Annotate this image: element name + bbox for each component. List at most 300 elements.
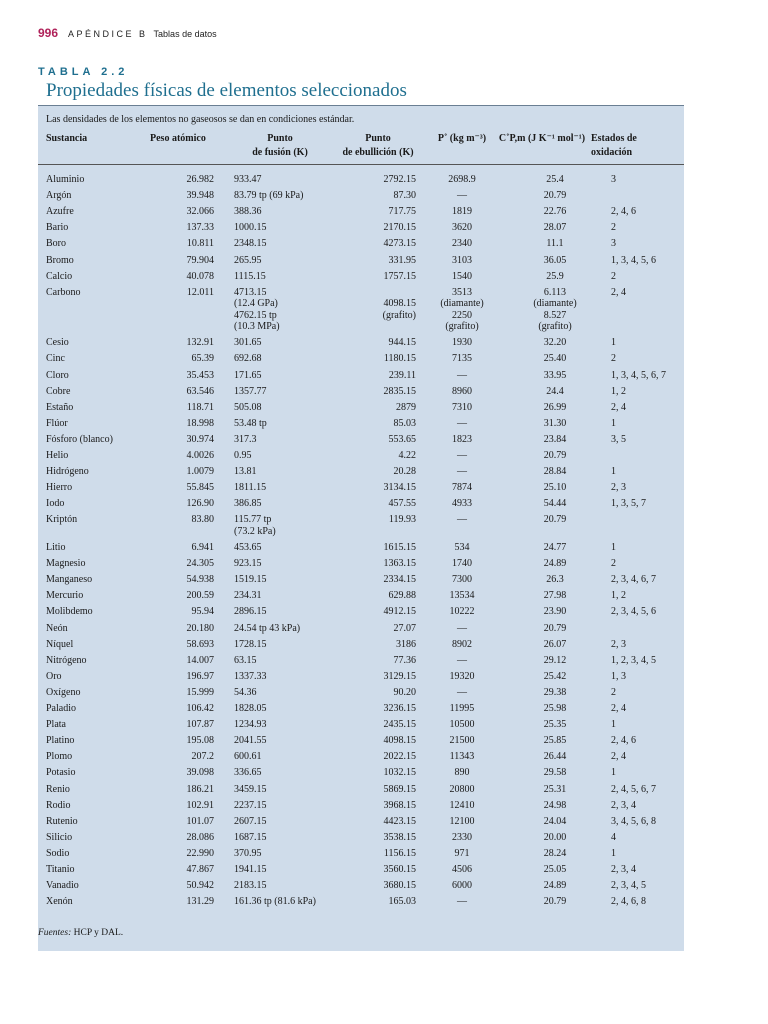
cell-density-line: — — [457, 450, 467, 461]
cell-substance: Nitrógeno — [46, 654, 87, 666]
cell-melting-point-line: 1357.77 — [234, 385, 267, 397]
cell-oxidation-states: 2 — [611, 353, 616, 365]
cell-substance: Molibdemo — [46, 606, 93, 618]
cell-melting-point — [234, 238, 267, 250]
cell-heat-capacity — [500, 687, 610, 699]
header-melt — [240, 132, 320, 160]
cell-boiling-point-line: 331.95 — [388, 254, 416, 266]
cell-density-line: — — [457, 654, 467, 666]
cell-boiling-point-line: 457.55 — [388, 498, 416, 510]
cell-density-line: 4506 — [452, 864, 472, 875]
cell-substance: Rutenio — [46, 815, 78, 827]
cell-boiling-point-line: 3968.15 — [383, 799, 416, 811]
cell-boiling-point — [328, 735, 416, 747]
cell-density — [416, 542, 508, 554]
cell-density — [416, 719, 508, 731]
cell-atomic-weight: 79.904 — [186, 254, 214, 266]
table-row — [38, 800, 684, 812]
cell-melting-point — [234, 671, 267, 683]
table-title: Propiedades físicas de elementos seleccionados — [46, 80, 407, 101]
cell-atomic-weight: 47.867 — [186, 864, 214, 875]
cell-melting-point — [234, 222, 267, 234]
table-row — [38, 370, 684, 382]
cell-atomic-weight: 107.87 — [186, 719, 214, 731]
cell-oxidation-states: 1, 2 — [611, 590, 626, 602]
cell-substance: Litio — [46, 542, 66, 553]
cell-heat-capacity — [500, 880, 610, 892]
cell-atomic-weight: 24.305 — [186, 558, 214, 570]
cell-oxidation-states: 2 — [611, 686, 616, 698]
cell-heat-capacity-line: 28.07 — [543, 222, 567, 234]
cell-atomic-weight: 15.999 — [186, 686, 214, 698]
cell-substance: Paladio — [46, 703, 76, 714]
cell-heat-capacity — [500, 784, 610, 796]
cell-density-line: (diamante) — [440, 298, 484, 310]
cell-heat-capacity-line: 29.38 — [543, 686, 567, 698]
header-oxidation — [591, 132, 637, 160]
cell-density — [416, 287, 508, 333]
cell-density-line: 8960 — [452, 385, 472, 397]
cell-density-line: 1740 — [452, 558, 472, 570]
cell-melting-point — [234, 542, 262, 554]
cell-melting-point — [234, 190, 303, 202]
cell-heat-capacity-line: 20.79 — [543, 450, 567, 461]
cell-melting-point-line: 13.81 — [234, 466, 257, 478]
cell-density-line: 534 — [454, 542, 470, 553]
cell-atomic-weight: 196.97 — [186, 670, 214, 682]
cell-atomic-weight: 50.942 — [186, 880, 214, 892]
table-row — [38, 896, 684, 908]
cell-heat-capacity — [500, 671, 610, 683]
cell-atomic-weight: 20.180 — [186, 622, 214, 634]
cell-substance: Oro — [46, 670, 62, 682]
cell-heat-capacity — [500, 190, 610, 202]
cell-density — [416, 687, 508, 699]
cell-melting-point-line: 1115.15 — [234, 270, 266, 282]
table-row — [38, 751, 684, 763]
cell-heat-capacity-line: 23.84 — [543, 433, 567, 445]
cell-atomic-weight: 186.21 — [186, 783, 214, 795]
cell-density-line: 12410 — [449, 799, 475, 811]
cell-atomic-weight: 12.011 — [186, 286, 214, 298]
cell-density — [416, 800, 508, 812]
table-row — [38, 832, 684, 844]
cell-melting-point — [234, 832, 267, 844]
cell-oxidation-states: 1, 3, 4, 5, 6, 7 — [611, 369, 666, 381]
cell-atomic-weight: 4.0026 — [186, 450, 214, 461]
cell-heat-capacity-line: 26.99 — [543, 401, 567, 413]
cell-heat-capacity-line: 54.44 — [543, 498, 567, 510]
cell-boiling-point-line: 2334.15 — [383, 574, 416, 586]
sources-label: Fuentes: — [38, 928, 72, 938]
cell-substance: Carbono — [46, 286, 81, 298]
cell-melting-point — [234, 719, 267, 731]
cell-boiling-point-line: 2879 — [396, 401, 416, 413]
cell-density — [416, 816, 508, 828]
cell-boiling-point-line: 4098.15 — [383, 298, 416, 310]
cell-atomic-weight: 137.33 — [186, 222, 214, 234]
cell-heat-capacity-line: 25.35 — [543, 719, 567, 731]
cell-boiling-point — [328, 574, 416, 586]
cell-substance: Platino — [46, 735, 75, 747]
cell-oxidation-states: 1, 3, 4, 5, 6 — [611, 254, 656, 266]
cell-heat-capacity — [500, 832, 610, 844]
cell-density — [416, 174, 508, 186]
table-row — [38, 864, 684, 876]
cell-melting-point-line: 53.48 tp — [234, 417, 267, 429]
cell-boiling-point-line: 90.20 — [393, 686, 416, 698]
cell-boiling-point-line: 3134.15 — [383, 482, 416, 494]
cell-heat-capacity — [500, 735, 610, 747]
cell-substance: Sodio — [46, 847, 70, 859]
cell-melting-point — [234, 655, 257, 667]
cell-substance: Xenón — [46, 896, 73, 908]
appendix-label: APÉNDICE B — [68, 29, 148, 39]
cell-density — [416, 703, 508, 715]
cell-melting-point-line: 370.95 — [234, 847, 262, 859]
cell-melting-point-line: 234.31 — [234, 590, 262, 602]
cell-atomic-weight: 6.941 — [191, 542, 214, 553]
cell-density — [416, 337, 508, 349]
cell-density-line: 7135 — [452, 353, 472, 365]
cell-heat-capacity-line: 25.9 — [546, 270, 564, 282]
cell-oxidation-states: 1 — [611, 847, 616, 859]
cell-density — [416, 222, 508, 234]
cell-heat-capacity — [500, 174, 610, 186]
cell-melting-point — [234, 337, 262, 349]
cell-oxidation-states: 2 — [611, 222, 616, 234]
cell-density-line: — — [457, 514, 467, 526]
cell-density-line: 21500 — [449, 735, 475, 747]
cell-substance: Estaño — [46, 401, 74, 413]
cell-density — [416, 434, 508, 446]
cell-density — [416, 848, 508, 860]
cell-boiling-point-line: 3538.15 — [383, 831, 416, 843]
cell-oxidation-states: 2, 3, 4, 5 — [611, 880, 646, 892]
cell-atomic-weight: 132.91 — [186, 337, 214, 349]
cell-boiling-point-line: 3129.15 — [383, 670, 416, 682]
cell-density — [416, 482, 508, 494]
cell-boiling-point — [328, 206, 416, 218]
cell-melting-point — [234, 418, 267, 430]
cell-density — [416, 238, 508, 250]
cell-boiling-point — [328, 623, 416, 635]
cell-melting-point — [234, 751, 262, 763]
cell-density-line: — — [457, 686, 467, 698]
cell-boiling-point-line: 1615.15 — [383, 542, 416, 553]
cell-density — [416, 880, 508, 892]
cell-melting-point — [234, 590, 262, 602]
cell-boiling-point-line: 2022.15 — [383, 751, 416, 763]
cell-melting-point-line: 4713.15 — [234, 286, 267, 298]
cell-oxidation-states: 2, 3 — [611, 482, 626, 494]
cell-atomic-weight: 106.42 — [186, 703, 214, 714]
cell-heat-capacity-line: 24.89 — [543, 558, 567, 570]
cell-oxidation-states: 1 — [611, 719, 616, 731]
cell-heat-capacity-line: 26.3 — [546, 574, 564, 586]
cell-atomic-weight: 58.693 — [186, 638, 214, 650]
cell-density-line: 13534 — [449, 590, 475, 602]
cell-boiling-point-line: 3236.15 — [383, 703, 416, 714]
cell-oxidation-states: 1 — [611, 417, 616, 429]
cell-substance: Cesio — [46, 337, 69, 349]
cell-atomic-weight: 200.59 — [186, 590, 214, 602]
cell-melting-point-line: 0.95 — [234, 450, 252, 461]
header-melt-line2: de fusión (K) — [252, 147, 308, 158]
cell-melting-point — [234, 450, 252, 462]
cell-boiling-point-line: 2792.15 — [383, 174, 416, 185]
cell-density-line: 7310 — [452, 401, 472, 413]
cell-heat-capacity — [500, 848, 610, 860]
cell-heat-capacity — [500, 450, 610, 462]
cell-melting-point-line: (10.3 MPa) — [234, 321, 280, 333]
cell-substance: Neón — [46, 622, 68, 634]
cell-substance: Cinc — [46, 353, 65, 365]
cell-density-line: 20800 — [449, 783, 475, 795]
cell-heat-capacity-line: 25.85 — [543, 735, 567, 747]
cell-oxidation-states: 2, 4, 5, 6, 7 — [611, 783, 656, 795]
cell-oxidation-states: 1, 2 — [611, 385, 626, 397]
cell-density-line: 11995 — [449, 703, 475, 714]
cell-heat-capacity-line: 6.113 — [543, 286, 567, 298]
cell-atomic-weight: 28.086 — [186, 831, 214, 843]
cell-atomic-weight: 18.998 — [186, 417, 214, 429]
cell-heat-capacity-line: 22.76 — [543, 206, 567, 218]
cell-atomic-weight: 30.974 — [186, 433, 214, 445]
cell-heat-capacity — [500, 418, 610, 430]
cell-oxidation-states: 1, 3, 5, 7 — [611, 498, 646, 510]
cell-boiling-point — [328, 542, 416, 554]
cell-heat-capacity — [500, 623, 610, 635]
cell-oxidation-states: 2, 3, 4 — [611, 799, 636, 811]
cell-substance: Calcio — [46, 270, 73, 282]
table-row — [38, 703, 684, 715]
cell-atomic-weight: 39.098 — [186, 767, 214, 779]
cell-heat-capacity — [500, 590, 610, 602]
cell-heat-capacity-line: 31.30 — [543, 417, 567, 429]
cell-boiling-point — [328, 703, 416, 715]
cell-substance: Cloro — [46, 369, 69, 381]
cell-melting-point-line: 1234.93 — [234, 719, 267, 731]
cell-melting-point — [234, 174, 262, 186]
cell-melting-point — [234, 880, 267, 892]
table-row — [38, 386, 684, 398]
cell-atomic-weight: 195.08 — [186, 735, 214, 747]
cell-melting-point-line: 692.68 — [234, 353, 262, 365]
cell-density-line: (grafito) — [445, 321, 479, 333]
cell-melting-point — [234, 498, 262, 510]
cell-heat-capacity-line: 27.98 — [543, 590, 567, 602]
cell-density-line: 8902 — [452, 638, 472, 650]
cell-melting-point-line: 2896.15 — [234, 606, 267, 618]
cell-melting-point-line: 54.36 — [234, 686, 257, 698]
cell-oxidation-states: 3 — [611, 174, 616, 185]
table-row — [38, 434, 684, 446]
cell-melting-point-line: 317.3 — [234, 433, 257, 445]
header-boil-line1: Punto — [365, 133, 391, 144]
cell-boiling-point-line: 4423.15 — [383, 815, 416, 827]
cell-melting-point — [234, 482, 266, 494]
cell-melting-point — [234, 896, 316, 908]
cell-atomic-weight: 1.0079 — [186, 466, 214, 478]
cell-density-line: — — [457, 466, 467, 478]
cell-oxidation-states: 1, 2, 3, 4, 5 — [611, 654, 656, 666]
cell-melting-point-line: 1941.15 — [234, 864, 267, 875]
cell-boiling-point — [328, 238, 416, 250]
cell-density — [416, 271, 508, 283]
table-row — [38, 558, 684, 570]
table-row — [38, 238, 684, 250]
cell-melting-point — [234, 848, 262, 860]
cell-density — [416, 784, 508, 796]
cell-melting-point-line: 453.65 — [234, 542, 262, 553]
cell-melting-point — [234, 386, 267, 398]
cell-oxidation-states: 4 — [611, 831, 616, 843]
cell-oxidation-states: 2, 4, 6 — [611, 735, 636, 747]
table-row — [38, 574, 684, 586]
cell-density — [416, 574, 508, 586]
cell-boiling-point-line: 4273.15 — [383, 238, 416, 250]
cell-melting-point-line: 2237.15 — [234, 799, 267, 811]
cell-heat-capacity — [500, 816, 610, 828]
cell-boiling-point-line: 4912.15 — [383, 606, 416, 618]
cell-melting-point — [234, 623, 300, 635]
cell-density-line: 4933 — [452, 498, 472, 510]
cell-melting-point-line: 1519.15 — [234, 574, 267, 586]
cell-density — [416, 418, 508, 430]
cell-boiling-point-line: 1180.15 — [383, 353, 416, 365]
cell-melting-point-line: 83.79 tp (69 kPa) — [234, 190, 304, 202]
cell-boiling-point-line: 27.07 — [393, 622, 416, 634]
cell-atomic-weight: 101.07 — [186, 815, 214, 827]
cell-heat-capacity — [500, 703, 610, 715]
cell-heat-capacity-line: 29.58 — [543, 767, 567, 779]
cell-boiling-point — [328, 337, 416, 349]
cell-atomic-weight: 39.948 — [186, 190, 214, 202]
cell-substance: Bario — [46, 222, 69, 234]
cell-oxidation-states: 2 — [611, 558, 616, 570]
cell-boiling-point — [328, 816, 416, 828]
cell-melting-point — [234, 206, 262, 218]
cell-melting-point — [234, 687, 257, 699]
table-row — [38, 671, 684, 683]
cell-heat-capacity-line: 33.95 — [543, 369, 567, 381]
cell-substance: Aluminio — [46, 174, 85, 185]
cell-boiling-point — [328, 287, 416, 322]
cell-boiling-point-line: 77.36 — [393, 654, 416, 666]
cell-boiling-point — [328, 482, 416, 494]
cell-boiling-point — [328, 590, 416, 602]
cell-density — [416, 450, 508, 462]
cell-heat-capacity — [500, 386, 610, 398]
table-row — [38, 880, 684, 892]
header-density: P˚ (kg m⁻³) — [437, 133, 487, 144]
cell-boiling-point — [328, 271, 416, 283]
cell-boiling-point-line: 3560.15 — [383, 864, 416, 875]
cell-melting-point — [234, 703, 267, 715]
cell-heat-capacity — [500, 337, 610, 349]
cell-heat-capacity — [500, 574, 610, 586]
cell-heat-capacity-line: 25.05 — [543, 864, 567, 875]
cell-atomic-weight: 14.007 — [186, 654, 214, 666]
cell-boiling-point-line: 5869.15 — [383, 783, 416, 795]
cell-melting-point — [234, 255, 262, 267]
cell-density — [416, 190, 508, 202]
cell-boiling-point-line: 629.88 — [388, 590, 416, 602]
cell-melting-point-line: 1000.15 — [234, 222, 267, 234]
cell-melting-point — [234, 370, 262, 382]
cell-atomic-weight: 118.71 — [186, 401, 214, 413]
table-row — [38, 590, 684, 602]
cell-heat-capacity-line: 20.79 — [543, 190, 567, 202]
cell-atomic-weight: 35.453 — [186, 369, 214, 381]
cell-density — [416, 514, 508, 526]
cell-density-line: 7300 — [452, 574, 472, 586]
table-row — [38, 767, 684, 779]
cell-boiling-point — [328, 832, 416, 844]
cell-heat-capacity-line: 25.98 — [543, 703, 567, 714]
cell-heat-capacity-line: 32.20 — [543, 337, 567, 349]
cell-boiling-point-line: 87.30 — [393, 190, 416, 202]
cell-atomic-weight: 65.39 — [191, 353, 214, 365]
cell-substance: Manganeso — [46, 574, 93, 586]
table-row — [38, 255, 684, 267]
cell-substance: Boro — [46, 238, 66, 250]
cell-atomic-weight: 40.078 — [186, 270, 214, 282]
cell-heat-capacity — [500, 434, 610, 446]
header-oxidation-line1: Estados de — [591, 133, 637, 144]
cell-density — [416, 498, 508, 510]
cell-density-line: — — [457, 622, 467, 634]
cell-melting-point-line: 2348.15 — [234, 238, 267, 250]
cell-melting-point-line: 24.54 tp 43 kPa) — [234, 622, 301, 634]
cell-boiling-point-line: 3680.15 — [383, 880, 416, 892]
table-row — [38, 735, 684, 747]
cell-melting-point — [234, 767, 262, 779]
cell-substance: Hierro — [46, 482, 73, 494]
cell-density-line: 971 — [454, 847, 470, 859]
cell-boiling-point — [328, 190, 416, 202]
cell-melting-point — [234, 466, 257, 478]
cell-boiling-point — [328, 386, 416, 398]
cell-substance: Rodio — [46, 799, 71, 811]
table-row — [38, 639, 684, 651]
cell-heat-capacity-line: 20.00 — [543, 831, 567, 843]
cell-oxidation-states: 2, 4 — [611, 703, 626, 714]
cell-boiling-point — [328, 353, 416, 365]
cell-boiling-point-line: 1156.15 — [383, 847, 416, 859]
cell-melting-point-line: 161.36 tp (81.6 kPa) — [234, 896, 316, 908]
cell-boiling-point-line: 20.28 — [393, 466, 416, 478]
cell-boiling-point — [328, 370, 416, 382]
cell-heat-capacity-line: 11.1 — [546, 238, 564, 250]
cell-substance: Cobre — [46, 385, 71, 397]
header-melt-line1: Punto — [267, 133, 293, 144]
table-row — [38, 450, 684, 462]
cell-heat-capacity — [500, 558, 610, 570]
header-weight: Peso atómico — [150, 133, 206, 144]
cell-melting-point-line: 505.08 — [234, 401, 262, 413]
cell-melting-point-line: 171.65 — [234, 369, 262, 381]
table-row — [38, 719, 684, 731]
cell-heat-capacity — [500, 606, 610, 618]
cell-density-line: 2250 — [452, 309, 472, 321]
cell-density — [416, 655, 508, 667]
table-row — [38, 687, 684, 699]
cell-density — [416, 671, 508, 683]
cell-oxidation-states: 3, 4, 5, 6, 8 — [611, 815, 656, 827]
cell-heat-capacity — [500, 370, 610, 382]
